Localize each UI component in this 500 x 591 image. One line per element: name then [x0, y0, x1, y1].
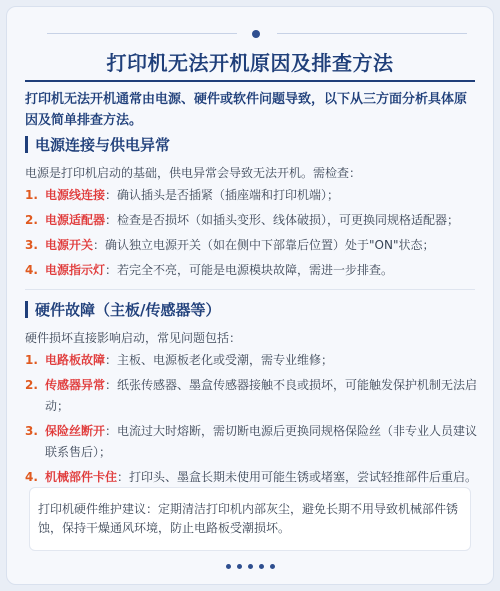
- heading-bar: [25, 136, 28, 153]
- title-underline: [25, 80, 475, 82]
- item-desc: 确认独立电源开关（如在侧中下部靠后位置）处于"ON"状态；: [105, 238, 435, 252]
- list-item: [25, 467, 479, 488]
- item-desc: 电流过大时熔断，需切断电源后更换同规格保险丝（非专业人员建议联系售后）；: [45, 424, 478, 459]
- item-desc: 主板、电源板老化或受潮，需专业维修；: [117, 353, 334, 367]
- item-desc: 确认插头是否插紧（插座端和打印机端）；: [117, 188, 340, 202]
- item-separator: ：: [105, 378, 118, 392]
- item-term: 机械部件卡住: [45, 470, 118, 484]
- item-number: 3.: [25, 238, 38, 252]
- item-desc: 纸张传感器、墨盒传感器接触不良或损坏，可能触发保护机制无法启动；: [45, 378, 478, 413]
- item-separator: ：: [105, 263, 118, 277]
- hardware-list: [25, 350, 479, 492]
- section-heading-power: [25, 134, 170, 155]
- list-item: [25, 210, 479, 231]
- item-term: 电源开关: [45, 238, 94, 252]
- item-separator: ：: [105, 188, 118, 202]
- item-term: 保险丝断开: [45, 424, 106, 438]
- pagination-dots: [7, 564, 493, 569]
- item-number: 1.: [25, 188, 38, 202]
- deco-dot: [252, 30, 260, 38]
- item-term: 传感器异常: [45, 378, 106, 392]
- dot: [259, 564, 264, 569]
- section-lead-hardware: 硬件损坏直接影响启动，常见问题包括：: [25, 331, 242, 345]
- item-term: 电源指示灯: [45, 263, 106, 277]
- heading-bar: [25, 301, 28, 318]
- section-lead-power: 电源是打印机启动的基础，供电异常会导致无法开机。需检查：: [25, 166, 362, 180]
- list-item: [25, 260, 479, 281]
- top-decoration: [47, 29, 467, 39]
- item-separator: ：: [105, 213, 118, 227]
- item-term: 电路板故障: [45, 353, 106, 367]
- list-item: [25, 235, 479, 256]
- page-title: 打印机无法开机原因及排查方法: [106, 51, 394, 75]
- item-number: 2.: [25, 213, 38, 227]
- maintenance-tip-box: 打印机硬件维护建议：定期清洁打印机内部灰尘，避免长期不用导致机械部件锈蚀，保持干燥通风环境，防止电路板受潮损坏。: [29, 487, 471, 551]
- item-number: 2.: [25, 378, 38, 392]
- item-number: 4.: [25, 263, 38, 277]
- item-number: 4.: [25, 470, 38, 484]
- item-term: 电源线连接: [45, 188, 106, 202]
- item-desc: 若完全不亮，可能是电源模块故障，需进一步排查。: [117, 263, 394, 277]
- deco-line-left: [47, 33, 237, 34]
- dot: [270, 564, 275, 569]
- list-item: [25, 185, 479, 206]
- item-desc: 打印头、墨盒长期未使用可能生锈或堵塞，尝试轻推部件后重启。: [129, 470, 478, 484]
- section-heading-text: 电源连接与供电异常: [35, 136, 171, 154]
- dot: [226, 564, 231, 569]
- content-card: [6, 6, 494, 585]
- item-number: 1.: [25, 353, 38, 367]
- dot: [248, 564, 253, 569]
- dot: [237, 564, 242, 569]
- item-term: 电源适配器: [45, 213, 106, 227]
- item-desc: 检查是否损坏（如插头变形、线体破损），可更换同规格适配器；: [117, 213, 460, 227]
- item-separator: ：: [93, 238, 106, 252]
- item-separator: ：: [117, 470, 130, 484]
- item-number: 3.: [25, 424, 38, 438]
- list-item: [25, 350, 479, 371]
- list-item: [25, 375, 479, 417]
- list-item: [25, 421, 479, 463]
- item-separator: ：: [105, 424, 118, 438]
- intro-paragraph: 打印机无法开机通常由电源、硬件或软件问题导致，以下从三方面分析具体原因及简单排查方法。: [25, 92, 468, 128]
- deco-line-right: [277, 33, 467, 34]
- section-heading-text: 硬件故障（主板/传感器等）: [35, 301, 221, 319]
- power-list: [25, 185, 479, 285]
- section-heading-hardware: [25, 299, 220, 320]
- item-separator: ：: [105, 353, 118, 367]
- section-divider: [25, 289, 475, 290]
